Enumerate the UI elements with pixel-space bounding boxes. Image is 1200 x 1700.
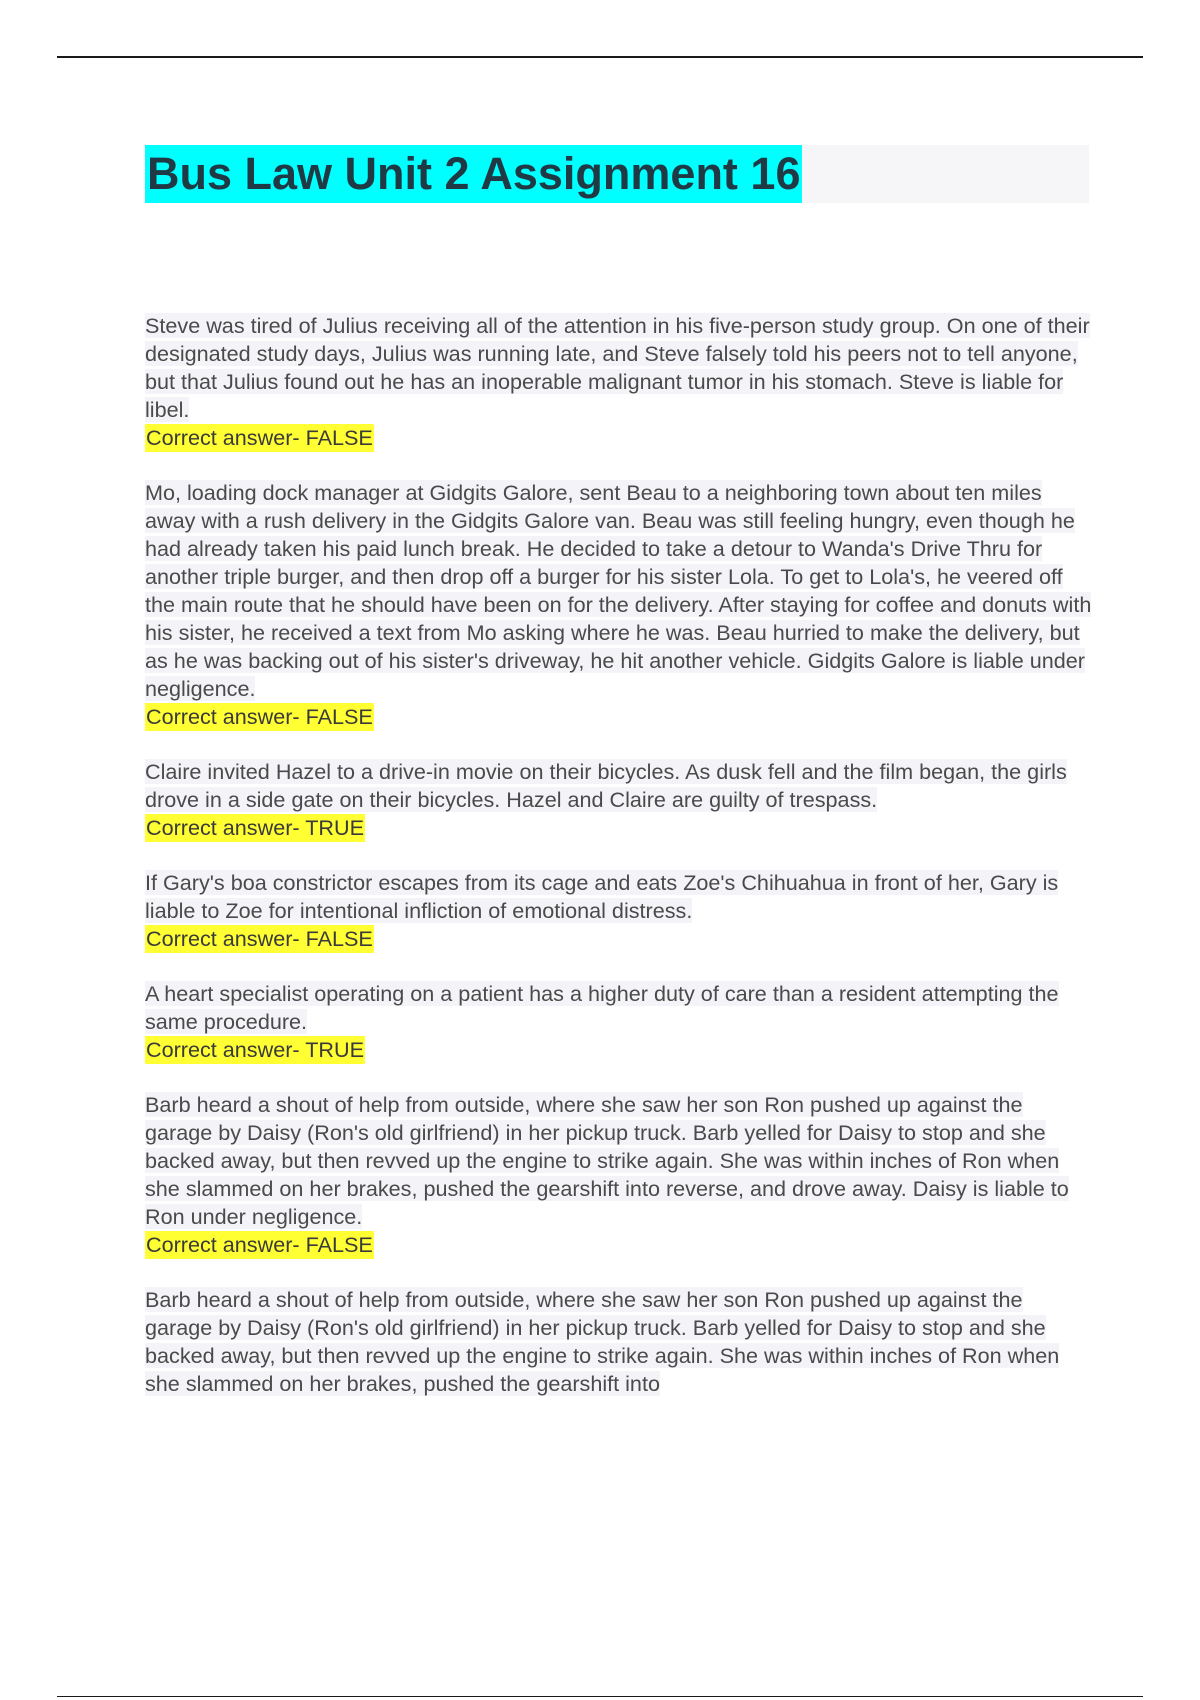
answer-highlight: Correct answer- FALSE [146,1232,373,1257]
question-text: If Gary's boa constrictor escapes from its cage and eats Zoe's Chihuahua in front of her, Gary is liable to Zoe for intentional infliction of emotional distress. [145,870,1059,923]
question-list [145,312,1095,1425]
answer-highlight: Correct answer- FALSE [146,704,373,729]
question-item [145,1091,1095,1259]
question-text: Claire invited Hazel to a drive-in movie on their bicycles. As dusk fell and the film began, the girls drove in a side gate on their bicycles. Hazel and Claire are guilty of trespass. [145,759,1067,812]
question-item [145,869,1095,953]
bottom-rule [57,1696,1143,1697]
answer-highlight: Correct answer- TRUE [146,815,364,840]
question-text: Barb heard a shout of help from outside, where she saw her son Ron pushed up against the garage by Daisy (Ron's old girlfriend) in her pickup truck. Barb yelled for Daisy to stop and she backed away, but then revved up the engine to strike again. She was within inches of Ron when she slammed on her brakes, pushed the gearshift into [145,1287,1060,1396]
title-bar [145,145,1089,203]
answer-highlight: Correct answer- FALSE [146,926,373,951]
answer-highlight: Correct answer- FALSE [146,425,373,450]
question-item [145,479,1095,731]
top-rule [57,56,1143,58]
answer-highlight: Correct answer- TRUE [146,1037,364,1062]
question-text: Steve was tired of Julius receiving all of the attention in his five-person study group. On one of their designated study days, Julius was running late, and Steve falsely told his peers not to tell anyone, but that Julius found out he has an inoperable malignant tumor in his stomach. Steve is liable for libel. [145,313,1090,422]
document-title: Bus Law Unit 2 Assignment 16 [145,145,802,203]
question-item [145,312,1095,452]
question-text: A heart specialist operating on a patient has a higher duty of care than a resident attempting the same procedure. [145,981,1059,1034]
question-item [145,1286,1095,1398]
question-item [145,980,1095,1064]
question-text: Mo, loading dock manager at Gidgits Galore, sent Beau to a neighboring town about ten miles away with a rush delivery in the Gidgits Galore van. Beau was still feeling hungry, even though he had already taken his paid lunch break. He decided to take a detour to Wanda's Drive Thru for another triple burger, and then drop off a burger for his sister Lola. To get to Lola's, he veered off the main route that he should have been on for the delivery. After staying for coffee and donuts with his sister, he received a text from Mo asking where he was. Beau hurried to make the delivery, but as he was backing out of his sister's driveway, he hit another vehicle. Gidgits Galore is liable under negligence. [145,480,1092,701]
question-text: Barb heard a shout of help from outside, where she saw her son Ron pushed up against the garage by Daisy (Ron's old girlfriend) in her pickup truck. Barb yelled for Daisy to stop and she backed away, but then revved up the engine to strike again. She was within inches of Ron when she slammed on her brakes, pushed the gearshift into reverse, and drove away. Daisy is liable to Ron under negligence. [145,1092,1069,1229]
question-item [145,758,1095,842]
